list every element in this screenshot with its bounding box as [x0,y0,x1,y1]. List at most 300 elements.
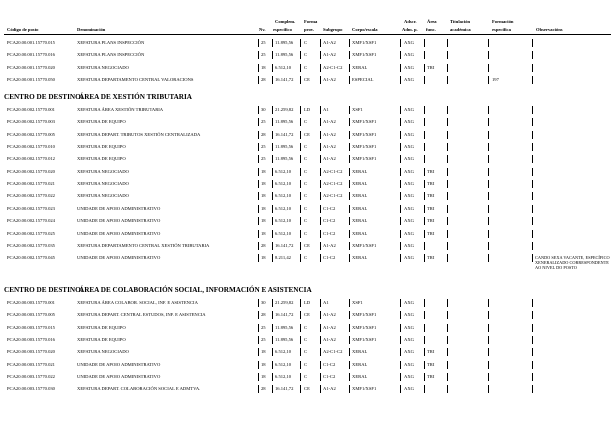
column-separator [320,311,321,319]
column-separator [300,180,301,188]
cell-area-func: TRI [427,218,435,224]
column-separator [400,336,401,344]
table-row [0,255,615,271]
column-separator [424,131,425,139]
column-separator [400,348,401,356]
cell-area-func: TRI [427,64,435,70]
column-separator [300,348,301,356]
cell-complem: 6.512,10 [275,181,292,187]
column-separator [258,373,259,381]
column-separator [272,192,273,200]
cell-corpo: XERAL [352,230,368,236]
table-row [0,349,615,359]
cell-denominacion: UNIDADE DE APOIO ADMINISTRATIVO [77,361,161,367]
cell-adscr: AXG [404,255,414,261]
column-separator [349,39,350,47]
cell-denominacion: XEFATURA NEGOCIADO [77,349,129,355]
cell-forma: C [304,144,308,150]
cell-denominacion: XEFATURA NEGOCIADO [77,64,129,70]
column-separator [349,361,350,369]
cell-denominacion: UNIDADE DE APOIO ADMINISTRATIVO [77,255,161,261]
column-separator [488,254,489,262]
cell-adscr: AXG [404,374,414,380]
column-separator [300,205,301,213]
table-row [0,156,615,166]
column-separator [320,39,321,47]
cell-denominacion: XEFATURA DE EQUIPO [77,144,126,150]
cell-corpo: XERAL [352,361,368,367]
cell-subgrupo: A2-C1-C2 [323,349,343,355]
column-separator [447,385,448,393]
column-separator [300,217,301,225]
column-separator [447,299,448,307]
column-separator [400,254,401,262]
cell-forma: C [304,168,308,174]
cell-corpo: XMF1/XSF1 [352,312,377,318]
column-separator [349,254,350,262]
cell-subgrupo: A1-A2 [323,144,336,150]
column-separator [272,373,273,381]
column-separator [532,155,533,163]
column-separator [447,361,448,369]
cell-nivel: 30 [261,300,266,305]
cell-code: PCA20.00.003.15770.021 [7,361,55,367]
column-separator [488,76,489,84]
column-separator [320,155,321,163]
column-separator [349,373,350,381]
column-separator [300,361,301,369]
cell-corpo: XMF1/XSF1 [352,119,377,125]
column-separator [320,254,321,262]
table-row [0,386,615,396]
cell-complem: 16.141,72 [275,312,294,318]
column-separator [532,39,533,47]
header-func: func. [426,27,436,32]
column-separator [488,168,489,176]
column-separator [300,143,301,151]
header-area: Área [427,19,437,24]
header-adscr: Adscr. [404,19,417,24]
column-separator [447,192,448,200]
column-separator [488,373,489,381]
cell-code: PCA20.00.002.15770.021 [7,181,55,187]
column-separator [272,118,273,126]
column-separator [400,242,401,250]
cell-adscr: AXG [404,77,414,83]
cell-nivel: 18 [261,218,266,224]
cell-subgrupo: C1-C2 [323,374,336,380]
column-separator [532,299,533,307]
cell-complem: 6.512,10 [275,193,292,199]
table-row [0,40,615,50]
column-separator [424,118,425,126]
cell-code: PCA20.00.002.15770.024 [7,218,55,224]
column-separator [258,361,259,369]
table-row [0,107,615,117]
column-separator [258,336,259,344]
cell-nivel: 25 [261,52,266,58]
column-separator [320,205,321,213]
cell-complem: 11.895,56 [275,144,294,150]
cell-corpo: XMF1/XSF1 [352,324,377,330]
column-separator [400,118,401,126]
column-separator [424,230,425,238]
table-row [0,206,615,216]
column-separator [272,299,273,307]
cell-denominacion: XEFATURA PLANS INSPECCIÓN [77,40,145,45]
cell-forma: C [304,324,308,330]
column-separator [349,311,350,319]
section-label: CENTRO DE DESTINO: [4,93,84,101]
table-row [0,312,615,322]
cell-complem: 11.895,56 [275,337,294,343]
column-separator [258,348,259,356]
cell-subgrupo: A1-A2 [323,52,336,58]
cell-subgrupo: C1-C2 [323,230,336,236]
column-separator [258,168,259,176]
column-separator [488,336,489,344]
table-row [0,193,615,203]
column-separator [258,242,259,250]
cell-code: PCA20.00.002.15770.001 [7,107,55,112]
cell-adscr: AXG [404,324,414,330]
column-separator [349,299,350,307]
cell-observaciones: CANDO SEXA VACANTE, ESPECÍFICO XENERALIZADO CORRESPONDENTE AO NIVEL DO POSTO [535,255,610,271]
header-complem: Complem. [275,19,296,24]
column-separator [532,385,533,393]
cell-nivel: 18 [261,374,266,380]
cell-code: PCA20.00.002.15770.035 [7,242,55,248]
column-separator [532,143,533,151]
cell-subgrupo: A1-A2 [323,242,336,248]
cell-adscr: AXG [404,205,414,211]
cell-corpo: XMF1/XSF1 [352,156,377,162]
column-separator [272,205,273,213]
section-area-title: ÁREA DE XESTIÓN TRIBUTARIA [79,93,192,101]
cell-code: PCA20.00.002.15770.005 [7,131,55,137]
column-separator [320,106,321,114]
cell-nivel: 18 [261,64,266,70]
column-separator [532,118,533,126]
cell-adscr: AXG [404,300,414,305]
column-separator [400,205,401,213]
column-separator [532,230,533,238]
cell-complem: 11.895,56 [275,156,294,162]
column-separator [272,143,273,151]
table-row [0,132,615,142]
column-separator [488,299,489,307]
cell-denominacion: XEFATURA NEGOCIADO [77,193,129,199]
column-separator [532,131,533,139]
cell-subgrupo: A1 [323,300,329,305]
column-separator [447,373,448,381]
cell-complem: 6.512,10 [275,218,292,224]
column-separator [400,373,401,381]
column-separator [349,230,350,238]
cell-complem: 6.512,10 [275,205,292,211]
cell-code: PCA20.00.002.15770.020 [7,168,55,174]
cell-corpo: XMF1/XSF1 [352,131,377,137]
column-separator [349,385,350,393]
section-heading [4,286,312,294]
cell-code: PCA20.00.002.15770.022 [7,193,55,199]
cell-complem: 6.512,10 [275,230,292,236]
cell-forma: LD [304,107,311,112]
column-separator [349,168,350,176]
header-observaciones: Observacións [536,27,563,32]
table-row [0,325,615,335]
column-separator [300,51,301,59]
cell-code: PCA20.00.003.15770.030 [7,386,55,392]
column-separator [320,324,321,332]
cell-denominacion: XEFATURA DEPART. COLABORACIÓN SOCIAL E ADMTVA. [77,386,201,392]
cell-denominacion: XEFATURA DEPARTAMENTO CENTRAL XESTIÓN TRIBUTARIA [77,242,210,248]
column-separator [300,168,301,176]
cell-forma: LD [304,300,311,305]
header-corpo: Corpo/escala [352,27,378,32]
cell-nivel: 25 [261,156,266,162]
header-divider [4,34,611,35]
column-separator [400,299,401,307]
column-separator [258,180,259,188]
column-separator [447,217,448,225]
cell-subgrupo: C1-C2 [323,255,336,261]
section-heading [4,93,192,101]
cell-subgrupo: A1-A2 [323,40,336,45]
cell-adscr: AXG [404,119,414,125]
column-separator [400,39,401,47]
column-separator [300,254,301,262]
cell-code: PCA20.00.003.15770.020 [7,349,55,355]
cell-code: PCA20.00.002.15770.003 [7,119,55,125]
column-separator [349,336,350,344]
cell-code: PCA20.00.003.15770.001 [7,300,55,305]
column-separator [532,336,533,344]
header-academica: académica [450,27,471,32]
column-separator [272,168,273,176]
column-separator [447,64,448,72]
column-separator [272,230,273,238]
header-adm-p: Adm. p. [402,27,418,32]
cell-corpo: XERAL [352,64,368,70]
cell-corpo: XMF1/XSF1 [352,40,377,45]
column-separator [258,131,259,139]
column-separator [258,192,259,200]
column-separator [400,168,401,176]
column-separator [424,106,425,114]
cell-complem: 11.895,56 [275,324,294,330]
column-separator [272,131,273,139]
column-separator [447,180,448,188]
column-separator [272,64,273,72]
header-especifico: específico [273,27,292,32]
cell-corpo: XMF1/XSF1 [352,386,377,392]
cell-forma: CE [304,386,310,392]
cell-subgrupo: C1-C2 [323,218,336,224]
cell-subgrupo: A1-A2 [323,156,336,162]
column-separator [272,348,273,356]
table-row [0,337,615,347]
column-separator [320,230,321,238]
column-separator [447,324,448,332]
cell-code: PCA20.00.001.15770.020 [7,64,55,70]
column-separator [349,106,350,114]
header-subgrupo: Subgrupo [323,27,343,32]
column-separator [258,51,259,59]
cell-denominacion: XEFATURA ÁREA COLABOR. SOCIAL, INF. E ASISTENCIA [77,300,198,305]
cell-adscr: AXG [404,131,414,137]
table-row [0,374,615,384]
column-separator [258,143,259,151]
column-separator [488,361,489,369]
column-separator [424,143,425,151]
cell-denominacion: XEFATURA DEPART. TRIBUTOS XESTIÓN CENTRALIZADA [77,131,201,137]
column-separator [349,64,350,72]
cell-formacion: 197 [492,77,499,83]
cell-subgrupo: A1-A2 [323,386,336,392]
column-separator [320,131,321,139]
cell-complem: 6.512,10 [275,361,292,367]
table-row [0,243,615,253]
column-separator [488,64,489,72]
column-separator [258,217,259,225]
table-row [0,77,615,87]
column-separator [349,180,350,188]
cell-nivel: 28 [261,312,266,318]
cell-forma: CE [304,312,310,318]
cell-subgrupo: A2-C1-C2 [323,181,343,187]
cell-corpo: XMF1/XSF1 [352,337,377,343]
cell-adscr: AXG [404,230,414,236]
column-separator [488,242,489,250]
column-separator [424,64,425,72]
column-separator [424,192,425,200]
column-separator [424,311,425,319]
cell-denominacion: XEFATURA DEPARTAMENTO CENTRAL VALORACIONS [77,77,194,83]
cell-nivel: 25 [261,119,266,125]
cell-forma: C [304,119,308,125]
cell-forma: C [304,230,308,236]
column-separator [424,254,425,262]
cell-corpo: XERAL [352,205,368,211]
table-row [0,144,615,154]
column-separator [488,385,489,393]
cell-forma: C [304,156,308,162]
cell-denominacion: UNIDADE DE APOIO ADMINISTRATIVO [77,374,161,380]
column-separator [447,76,448,84]
column-separator [272,324,273,332]
table-row [0,65,615,75]
cell-corpo: XSF1 [352,300,363,305]
column-separator [258,106,259,114]
cell-code: PCA20.00.002.15770.012 [7,156,55,162]
column-separator [320,180,321,188]
table-row [0,300,615,310]
column-separator [400,192,401,200]
column-separator [424,385,425,393]
column-separator [300,131,301,139]
column-separator [272,311,273,319]
column-separator [300,299,301,307]
column-separator [400,217,401,225]
cell-complem: 16.141,72 [275,242,294,248]
column-separator [272,155,273,163]
column-separator [532,76,533,84]
column-separator [349,205,350,213]
cell-adscr: AXG [404,386,414,392]
cell-nivel: 18 [261,255,266,261]
column-separator [488,143,489,151]
header-prov: prov. [304,27,314,32]
cell-area-func: TRI [427,205,435,211]
header-formacion-esp: específica [492,27,511,32]
cell-subgrupo: C1-C2 [323,205,336,211]
cell-adscr: AXG [404,64,414,70]
cell-forma: CE [304,242,310,248]
column-separator [272,242,273,250]
column-separator [320,64,321,72]
cell-complem: 11.895,56 [275,119,294,125]
column-separator [300,118,301,126]
column-separator [320,217,321,225]
column-separator [400,180,401,188]
column-separator [532,348,533,356]
cell-complem: 16.141,72 [275,386,294,392]
column-separator [272,254,273,262]
cell-corpo: XMF1/XSF1 [352,242,377,248]
cell-denominacion: XEFATURA DE EQUIPO [77,119,126,125]
cell-adscr: AXG [404,40,414,45]
column-separator [300,311,301,319]
cell-denominacion: UNIDADE DE APOIO ADMINISTRATIVO [77,230,161,236]
column-separator [300,373,301,381]
column-separator [488,118,489,126]
cell-subgrupo: A1-A2 [323,131,336,137]
column-separator [424,39,425,47]
cell-adscr: AXG [404,218,414,224]
cell-subgrupo: A1 [323,107,329,112]
column-separator [400,131,401,139]
column-separator [300,64,301,72]
cell-corpo: XMF1/XSF1 [352,52,377,58]
table-row [0,52,615,62]
column-separator [272,361,273,369]
column-separator [532,217,533,225]
cell-subgrupo: A2-C1-C2 [323,193,343,199]
column-separator [400,76,401,84]
column-separator [272,217,273,225]
column-separator [424,76,425,84]
column-separator [488,180,489,188]
cell-nivel: 18 [261,361,266,367]
cell-nivel: 25 [261,337,266,343]
cell-nivel: 28 [261,242,266,248]
cell-code: PCA20.00.003.15770.022 [7,374,55,380]
column-separator [532,242,533,250]
column-separator [447,51,448,59]
column-separator [447,311,448,319]
column-separator [300,336,301,344]
column-separator [400,143,401,151]
cell-nivel: 28 [261,386,266,392]
cell-area-func: TRI [427,230,435,236]
cell-subgrupo: A1-A2 [323,77,336,83]
table-row [0,119,615,129]
table-row [0,169,615,179]
cell-complem: 6.512,10 [275,168,292,174]
column-separator [447,118,448,126]
cell-code: PCA20.00.002.15770.010 [7,144,55,150]
